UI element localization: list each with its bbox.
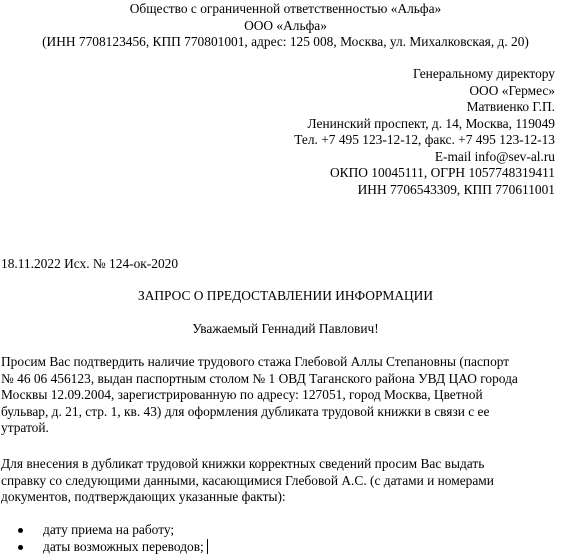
recipient-line: E-mail info@sev-al.ru xyxy=(434,148,555,164)
salutation: Уважаемый Геннадий Павлович! xyxy=(192,321,379,336)
paragraph-line: Москвы 12.09.2004, зарегистрированную по адресу: 127051, город Москва, Цветной xyxy=(1,387,483,402)
sender-full-name: Общество с ограниченной ответственностью «Альфа» xyxy=(129,1,442,16)
paragraph-line: № 46 06 456123, выдан паспортным столом № 1 ОВД Таганского района УВД ЦАО города xyxy=(1,370,518,386)
recipient-line: Генеральному директору xyxy=(413,66,555,81)
paragraph-details xyxy=(1,456,494,506)
paragraph-line: Просим Вас подтвердить наличие трудового стажа Глебовой Аллы Степановны (паспорт xyxy=(1,354,510,369)
list-item-text[interactable]: даты возможных переводов; xyxy=(43,539,204,554)
recipient-block xyxy=(294,66,555,198)
recipient-line: Ленинский проспект, д. 14, Москва, 119049 xyxy=(307,115,555,131)
recipient-line: ИНН 7706543309, КПП 770611001 xyxy=(357,181,555,197)
sender-requisites: (ИНН 7708123456, КПП 770801001, адрес: 125 008, Москва, ул. Михалковская, д. 20) xyxy=(42,34,529,49)
recipient-line: Матвиенко Г.П. xyxy=(466,99,555,114)
document-title: ЗАПРОС О ПРЕДОСТАВЛЕНИИ ИНФОРМАЦИИ xyxy=(138,288,433,303)
list-item xyxy=(18,539,208,556)
paragraph-request xyxy=(1,354,518,437)
recipient-line: Тел. +7 495 123-12-12, факс. +7 495 123-12-13 xyxy=(294,132,555,147)
paragraph-line: утратой. xyxy=(1,420,49,435)
bullet-dot-icon xyxy=(18,545,23,550)
sender-header xyxy=(0,1,571,51)
paragraph-line: Для внесения в дубликат трудовой книжки корректных сведений просим Вас выдать xyxy=(1,456,485,471)
list-item xyxy=(18,522,208,539)
bullet-list xyxy=(18,522,208,556)
text-cursor xyxy=(207,539,208,554)
sender-short-name: ООО «Альфа» xyxy=(244,17,327,33)
bullet-dot-icon xyxy=(18,528,23,533)
paragraph-line: документов, подтверждающих указанные факты): xyxy=(1,489,286,504)
recipient-line: ООО «Гермес» xyxy=(469,82,555,98)
list-item-text: дату приема на работу; xyxy=(43,522,175,537)
paragraph-line: бульвар, д. 21, стр. 1, кв. 43) для оформления дубликата трудовой книжки в связи с ее xyxy=(1,403,490,419)
recipient-line: ОКПО 10045111, ОГРН 1057748319411 xyxy=(330,165,555,180)
date-and-outgoing-number: 18.11.2022 Исх. № 124-ок-2020 xyxy=(1,256,179,271)
paragraph-line: справку со следующими данными, касающимися Глебовой А.С. (с датами и номерами xyxy=(1,472,494,488)
